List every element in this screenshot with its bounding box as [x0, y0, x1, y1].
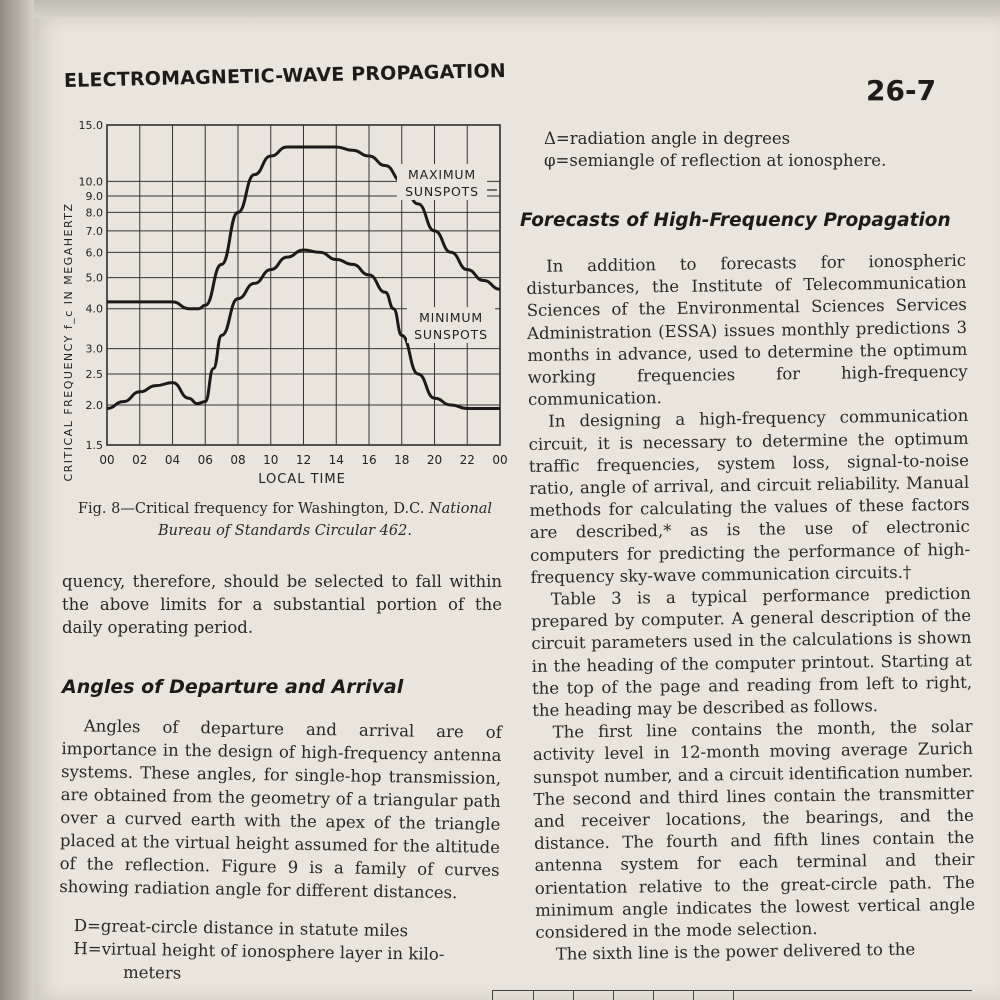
annotation-minimum: MINIMUM: [419, 310, 483, 325]
running-title: ELECTROMAGNETIC-WAVE PROPAGATION: [63, 59, 507, 92]
right-body: [526, 250, 976, 967]
definition-phi: φ=semiangle of reflection at ionosphere.: [544, 151, 887, 171]
caption-figure-label: Fig. 8—Critical frequency for Washington, D.C.: [77, 501, 425, 517]
x-tick-label: 08: [230, 453, 246, 467]
y-tick-label: 10.0: [78, 175, 103, 189]
y-tick-label: 4.0: [85, 302, 103, 316]
x-tick-label: 10: [263, 453, 279, 467]
page-top-edge: [34, 0, 1000, 18]
figure-caption: [60, 498, 510, 542]
page-number: 26-7: [866, 74, 937, 107]
y-tick-labels: [79, 119, 104, 452]
y-tick-label: 5.0: [85, 271, 103, 285]
y-axis-label: CRITICAL FREQUENCY f_c IN MEGAHERTZ: [62, 202, 75, 482]
definition-d: D=great-circle distance in statute miles: [73, 915, 409, 941]
left-definitions: [73, 914, 514, 990]
caption-source-line2: Bureau of Standards Circular 462.: [158, 523, 412, 539]
x-tick-label: 00: [99, 453, 115, 467]
y-tick-label: 2.0: [85, 399, 103, 413]
critical-frequency-chart: [55, 110, 515, 495]
x-axis-label: LOCAL TIME: [258, 472, 346, 487]
definition-delta: Δ=radiation angle in degrees: [544, 129, 791, 148]
x-tick-labels: [99, 453, 507, 467]
y-tick-label: 3.0: [85, 342, 103, 356]
x-tick-label: 04: [164, 453, 181, 467]
y-tick-label: 7.0: [85, 224, 103, 238]
x-tick-label: 02: [132, 453, 148, 467]
right-paragraph-3: Table 3 is a typical performance prediction prepared by computer. A general description of the circuit parameters used in the calculations is shown in the heading of the computer printout. Starting at the top of the page and reading from left to right, the heading may be described as follows.: [530, 583, 973, 721]
annotation-maximum: MAXIMUM: [408, 167, 476, 182]
right-paragraph-4: The first line contains the month, the solar activity level in 12-month moving average Zurich sunspot number, and a circuit identification number. The second and third lines contain the transmitter and receiver locations, the bearings, and the distance. The fourth and fifth lines contain the antenna system for each terminal and their orientation relative to the great-circle path. The minimum angle indicates the lowest vertical angle considered in the mode selection.: [532, 717, 976, 943]
y-tick-label: 1.5: [85, 439, 103, 452]
annotation-max-sunspots: SUNSPOTS: [405, 184, 479, 199]
y-tick-label: 2.5: [85, 368, 103, 382]
table-top-edge: [492, 990, 972, 1000]
x-tick-label: 14: [328, 453, 344, 467]
right-paragraph-5: The sixth line is the power delivered to the: [555, 939, 916, 964]
x-tick-label: 12: [295, 453, 312, 467]
caption-source-line1: National: [428, 501, 493, 517]
x-tick-label: 22: [459, 453, 475, 467]
x-tick-label: 18: [394, 453, 410, 467]
y-tick-label: 6.0: [85, 246, 103, 260]
right-paragraph-2: In designing a high-frequency communication circuit, it is necessary to determine the optimum traffic frequencies, system loss, signal-to-noise ratio, angle of arrival, and circuit reliability. Manual methods for calculating the values of these factors are described,* as is the use of electronic computers for predicting the performance of high-frequency sky-wave communication circuits.†: [528, 406, 971, 587]
y-tick-label: 15.0: [78, 119, 103, 132]
annotation-min-sunspots: SUNSPOTS: [414, 327, 488, 342]
left-paragraph-1: quency, therefore, should be selected to fall within the above limits for a substantial portion of the daily operating period.: [62, 572, 502, 637]
definition-h-continued: meters: [122, 962, 182, 983]
y-tick-label: 8.0: [85, 206, 103, 220]
x-tick-label: 00: [492, 453, 508, 467]
left-paragraph-2-text: Angles of departure and arrival are of importance in the design of high-frequency antenna systems. These angles, for single-hop transmission, are obtained from the geometry of a triangular path over a curved earth with the apex of the triangle placed at the virtual height assumed for the altitude of the reflection. Figure 9 is a family of curves showing radiation angle for different distances.: [59, 716, 502, 903]
left-paragraph-2: [59, 714, 502, 905]
y-tick-label: 9.0: [85, 189, 103, 203]
definition-h: H=virtual height of ionosphere layer in kilo-: [73, 938, 445, 964]
x-tick-label: 20: [426, 453, 443, 467]
right-paragraph-1: In addition to forecasts for ionospheric disturbances, the Institute of Telecommunication Sciences of the Environmental Sciences Services Administration (ESSA) issues monthly predictions 3 months in advance, used to determine the optimum working frequencies for high-frequency communication.: [526, 250, 968, 410]
heading-forecasts: Forecasts of High-Frequency Propagation: [520, 210, 951, 231]
right-definitions: [544, 128, 964, 172]
x-tick-label: 16: [361, 453, 377, 467]
x-tick-label: 06: [197, 453, 213, 467]
heading-angles-departure-arrival: Angles of Departure and Arrival: [62, 676, 404, 698]
book-spine-shadow: [0, 0, 34, 1000]
